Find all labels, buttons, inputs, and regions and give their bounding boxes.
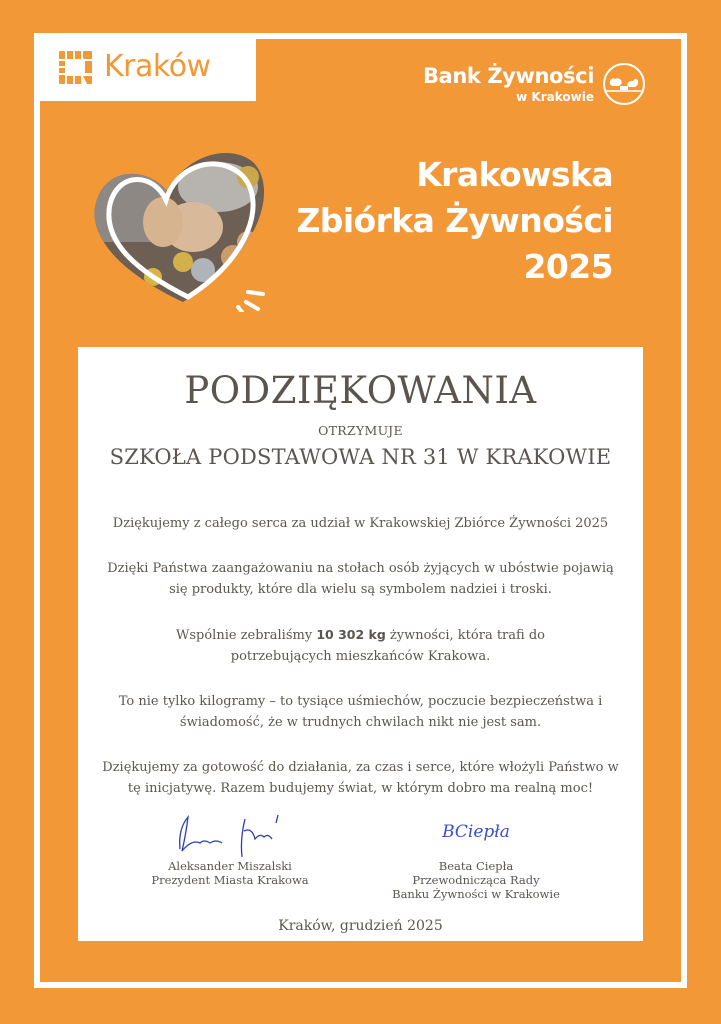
signatory-title: Prezydent Miasta Krakowa [151, 873, 309, 887]
receives-label: OTRZYMUJE [318, 423, 403, 438]
food-bank-logo [423, 62, 646, 106]
paragraph-3-start: Wspólnie zebraliśmy [176, 628, 317, 643]
certificate-card [78, 347, 643, 941]
signatures-section [78, 809, 643, 914]
handwritten-signature-icon [160, 809, 300, 859]
krakow-logo-text: Kraków [104, 49, 211, 84]
handwritten-signature: BCiepła [442, 822, 510, 842]
thanks-paragraph-3 [78, 624, 643, 667]
signature-president [130, 809, 330, 887]
certificate-title: PODZIĘKOWANIA [184, 369, 537, 412]
krakow-city-logo [34, 33, 256, 101]
place-and-date: Kraków, grudzień 2025 [278, 918, 443, 934]
birds-feeding-circle-icon [602, 62, 646, 106]
signatory-organization: Banku Żywności w Krakowie [392, 887, 560, 901]
signatory-title: Przewodnicząca Rady [412, 873, 540, 887]
event-title [296, 152, 613, 290]
collected-amount: 10 302 kg [316, 627, 386, 642]
thanks-paragraph-5: Dziękujemy za gotowość do działania, za czas i serce, które włożyli Państwo w tę inicjatywę. Razem budujemy świat, w którym dobro ma realną moc! [102, 760, 619, 796]
thanks-paragraph-2: Dzięki Państwa zaangażowaniu na stołach osób żyjących w ubóstwie pojawią się produkty, które dla wielu są symbolem nadziei i troski. [107, 561, 614, 597]
signatory-name: Beata Ciepła [438, 859, 514, 873]
event-title-line2: Zbiórka Żywności [296, 201, 613, 240]
signatory-name: Aleksander Miszalski [168, 859, 292, 873]
food-bank-city: w Krakowie [516, 90, 594, 104]
heart-food-donation-photo [88, 142, 288, 312]
signature-food-bank-chair [376, 809, 576, 901]
thanks-paragraph-4: To nie tylko kilogramy – to tysiące uśmiechów, poczucie bezpieczeństwa i świadomość, że w trudnych chwilach nikt nie jest sam. [118, 694, 603, 730]
thanks-paragraph-1: Dziękujemy z całego serca za udział w Krakowskiej Zbiórce Żywności 2025 [112, 516, 609, 531]
paragraph-3-end: żywności, która trafi do potrzebujących mieszkańców Krakowa. [230, 628, 545, 664]
event-title-year: 2025 [523, 247, 613, 286]
event-title-line1: Krakowska [416, 155, 613, 194]
krakow-grid-logo-icon [59, 51, 92, 84]
recipient-name: SZKOŁA PODSTAWOWA NR 31 W KRAKOWIE [109, 445, 612, 469]
food-bank-name: Bank Żywności [422, 64, 594, 88]
